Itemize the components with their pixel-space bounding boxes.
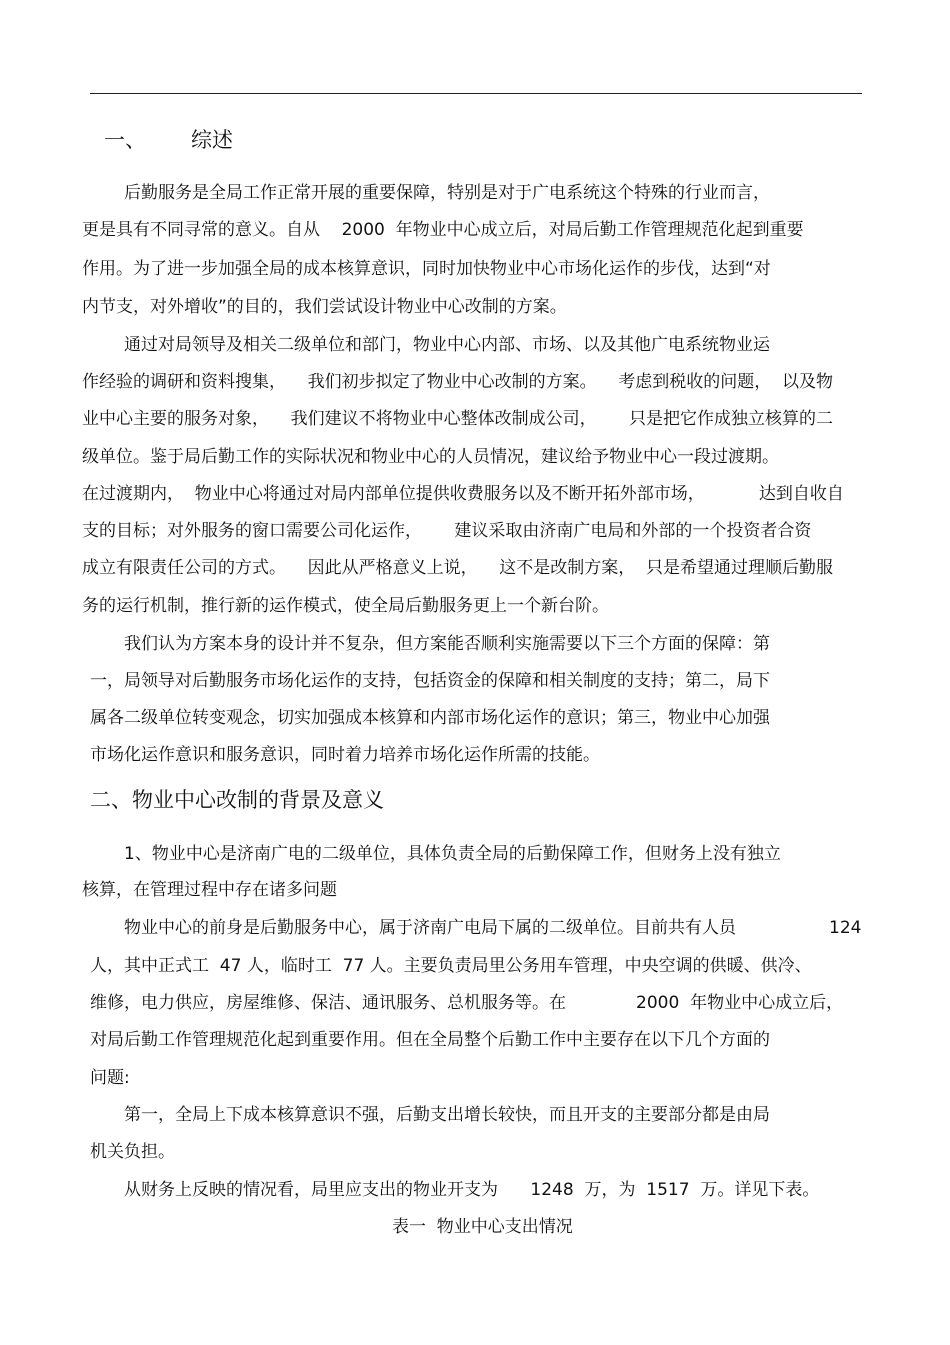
- paragraph-line: 更是具有不同寻常的意义。自从 2000 年物业中心成立后，对局后勤工作管理规范化起到重要: [82, 220, 804, 240]
- paragraph-line: 机关负担。: [90, 1142, 175, 1162]
- heading-2: 二、物业中心改制的背景及意义: [90, 788, 384, 812]
- paragraph-line: 问题:: [90, 1068, 130, 1088]
- paragraph-line: 核算，在管理过程中存在诸多问题: [82, 880, 337, 900]
- paragraph-line: 我们认为方案本身的设计并不复杂，但方案能否顺利实施需要以下三个方面的保障：第: [124, 634, 770, 654]
- paragraph-line: 1、物业中心是济南广电的二级单位，具体负责全局的后勤保障工作，但财务上没有独立: [124, 844, 781, 864]
- paragraph-line: 属各二级单位转变观念，切实加强成本核算和内部市场化运作的意识；第三，物业中心加强: [90, 708, 770, 728]
- paragraph-line: 支的目标；对外服务的窗口需要公司化运作， 建议采取由济南广电局和外部的一个投资者合资: [82, 521, 812, 541]
- paragraph-line: 物业中心的前身是后勤服务中心，属于济南广电局下属的二级单位。目前共有人员: [124, 918, 736, 938]
- header-rule: [90, 93, 862, 94]
- heading-1-title: 综述: [191, 128, 233, 152]
- paragraph-line-number: 124: [829, 918, 862, 938]
- paragraph-line: 第一，全局上下成本核算意识不强，后勤支出增长较快，而且开支的主要部分都是由局: [124, 1105, 770, 1125]
- paragraph-line: 作经验的调研和资料搜集， 我们初步拟定了物业中心改制的方案。 考虑到税收的问题， 以及物: [82, 372, 834, 392]
- paragraph-line: 通过对局领导及相关二级单位和部门，物业中心内部、市场、以及其他广电系统物业运: [124, 335, 770, 355]
- paragraph-line-tail: 2000 年物业中心成立后，: [636, 993, 844, 1013]
- paragraph-line: 人，其中正式工 47 人，临时工 77 人。主要负责局里公务用车管理，中央空调的供暖、供冷、: [90, 956, 812, 976]
- paragraph-line: 业中心主要的服务对象， 我们建议不将物业中心整体改制成公司， 只是把它作成独立核算的二: [82, 409, 834, 429]
- heading-1-number: 一、: [104, 128, 146, 152]
- paragraph-line: 市场化运作意识和服务意识，同时着力培养市场化运作所需的技能。: [90, 745, 600, 765]
- paragraph-line: 一，局领导对后勤服务市场化运作的支持，包括资金的保障和相关制度的支持；第二，局下: [90, 671, 770, 691]
- paragraph-line: 从财务上反映的情况看，局里应支出的物业开支为 1248 万，为 1517 万。详见下表。: [124, 1180, 820, 1200]
- paragraph-line: 在过渡期内， 物业中心将通过对局内部单位提供收费服务以及不断开拓外部市场， 达到自收自: [82, 484, 844, 504]
- paragraph-line: 成立有限责任公司的方式。 因此从严格意义上说， 这不是改制方案， 只是希望通过理顺后勤服: [82, 558, 834, 578]
- paragraph-line: 作用。为了进一步加强全局的成本核算意识，同时加快物业中心市场化运作的步伐，达到“对: [82, 259, 771, 279]
- paragraph-line: 务的运行机制，推行新的运作模式，使全局后勤服务更上一个新台阶。: [82, 596, 609, 616]
- paragraph-line: 后勤服务是全局工作正常开展的重要保障，特别是对于广电系统这个特殊的行业而言，: [124, 183, 770, 203]
- table-caption: 表一 物业中心支出情况: [392, 1217, 573, 1237]
- paragraph-line: 对局后勤工作管理规范化起到重要作用。但在全局整个后勤工作中主要存在以下几个方面的: [90, 1030, 770, 1050]
- paragraph-line: 维修，电力供应，房屋维修、保洁、通讯服务、总机服务等。在: [90, 993, 566, 1013]
- paragraph-line: 内节支，对外增收”的目的，我们尝试设计物业中心改制的方案。: [82, 297, 567, 317]
- paragraph-line: 级单位。鉴于局后勤工作的实际状况和物业中心的人员情况，建议给予物业中心一段过渡期。: [82, 447, 779, 467]
